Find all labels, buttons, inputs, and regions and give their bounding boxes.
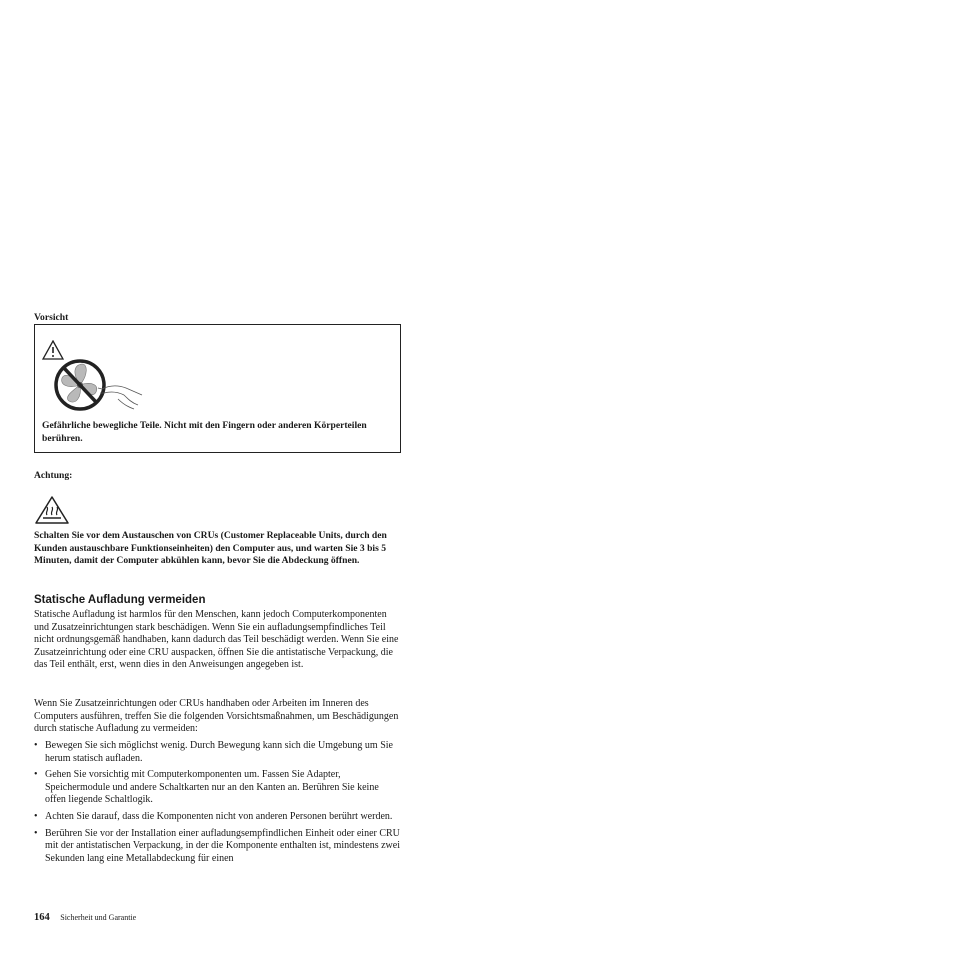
bullet-marker: •: [34, 827, 38, 839]
page-number: 164: [34, 912, 50, 923]
caution-box: [34, 324, 401, 453]
list-item: [34, 828, 402, 866]
bullet-marker: •: [34, 740, 38, 751]
section-heading: Statische Aufladung vermeiden: [34, 594, 206, 606]
list-item-text: Achten Sie darauf, dass die Komponenten nicht von anderen Personen berührt werden.: [45, 810, 393, 822]
book-title: Sicherheit und Garantie: [60, 913, 137, 922]
hot-surface-icon: [34, 495, 70, 525]
caution-label: Vorsicht: [34, 312, 69, 323]
bullet-marker: •: [34, 810, 38, 822]
caution-text: Gefährliche bewegliche Teile. Nicht mit den Fingern oder anderen Körperteilen berühren.: [42, 420, 367, 444]
list-item: [34, 811, 402, 824]
list-item: [34, 769, 402, 807]
list-item-text: Gehen Sie vorsichtig mit Computerkomponenten um. Fassen Sie Adapter, Speichermodule und andere Schaltkarten nur an den Kanten an. Berühren Sie keine offen liegende Schaltlogik.: [45, 769, 379, 806]
page-footer: [34, 912, 136, 924]
fan-blade-prohibited-icon: [52, 355, 148, 419]
attention-label: Achtung:: [34, 470, 73, 481]
precaution-list: [34, 740, 402, 869]
paragraph-2: Wenn Sie Zusatzeinrichtungen oder CRUs handhaben oder Arbeiten im Inneren des Computers ausführen, treffen Sie die folgenden Vorsichtsmaßnahmen, um Beschädigungen durch statische Aufladung zu vermeiden:: [34, 698, 399, 735]
list-item: [34, 740, 402, 765]
paragraph-1: Statische Aufladung ist harmlos für den Menschen, kann jedoch Computerkomponenten und Zusatzeinrichtungen stark beschädigen. Wenn Sie ein aufladungsempfindliches Teil nicht ordnungsgemäß handhaben, kann dadurch das Teil beschädigt werden. Wenn Sie eine Zusatzeinrichtung oder eine CRU auspacken, öffnen Sie die antistatische Verpackung, die das Teil enthält, erst, wenn dies in den Anweisungen angegeben ist.: [34, 609, 399, 671]
attention-text: Schalten Sie vor dem Austauschen von CRUs (Customer Replaceable Units, durch den Kunden austauschbare Funktionseinheiten) den Computer aus, und warten Sie 3 bis 5 Minuten, damit der Computer abkühlen kann, bevor Sie die Abdeckung öffnen.: [34, 530, 387, 567]
list-item-text: Berühren Sie vor der Installation einer aufladungsempfindlichen Einheit oder einer CRU mit der antistatischen Verpackung, in der die Komponente enthalten ist, mindestens zwei Sekunden lang eine Metallabdeckung für einen: [45, 827, 400, 864]
list-item-text: Bewegen Sie sich möglichst wenig. Durch Bewegung kann sich die Umgebung um Sie herum statisch aufladen.: [45, 740, 393, 764]
bullet-marker: •: [34, 769, 38, 781]
